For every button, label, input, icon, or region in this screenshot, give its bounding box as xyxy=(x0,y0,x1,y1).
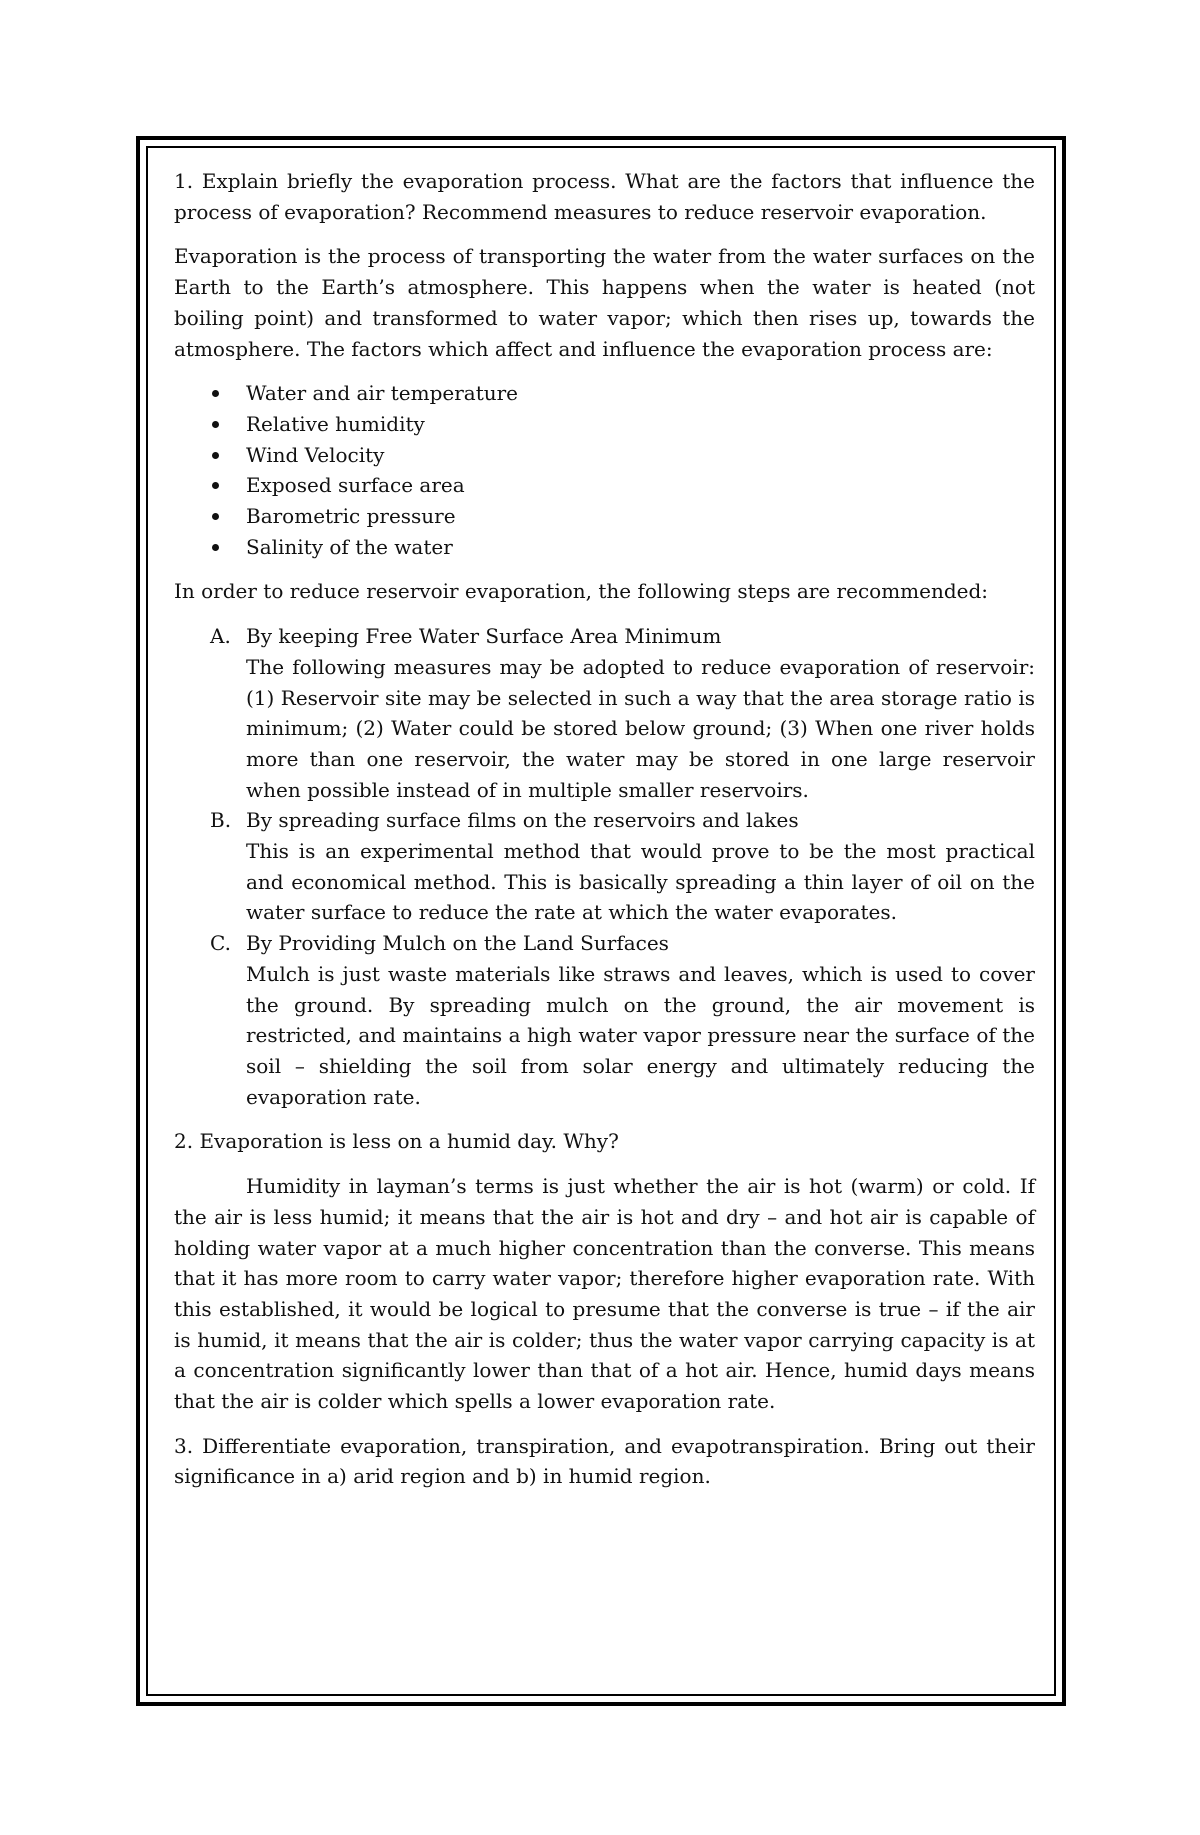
step-list xyxy=(174,621,1035,1112)
answer-2: Humidity in layman’s terms is just whether the air is hot (warm) or cold. If the air is less humid; it means that the air is hot and dry – and hot air is capable of holding water vapor at a much higher concentration than the converse. This means that it has more room to carry water vapor; therefore higher evaporation rate. With this established, it would be logical to presume that the converse is true – if the air is humid, it means that the air is colder; thus the water vapor carrying capacity is at a concentration significantly lower than that of a hot air. Hence, humid days means that the air is colder which spells a lower evaporation rate. xyxy=(174,1174,1035,1414)
list-item: Barometric pressure xyxy=(174,501,1035,532)
step-b xyxy=(174,805,1035,928)
list-item: Exposed surface area xyxy=(174,470,1035,501)
list-item: Wind Velocity xyxy=(174,440,1035,471)
document-body xyxy=(174,166,1035,1492)
step-letter: B. xyxy=(210,808,232,833)
step-title: By keeping Free Water Surface Area Minimum xyxy=(246,624,722,649)
factor-list xyxy=(174,378,1035,562)
list-item: Water and air temperature xyxy=(174,378,1035,409)
step-title: By spreading surface films on the reservoirs and lakes xyxy=(246,808,799,833)
step-letter: A. xyxy=(210,624,231,649)
step-body: The following measures may be adopted to reduce evaporation of reservoir: (1) Reservoir site may be selected in such a way that the area storage ratio is minimum; (2) Water could be stored below ground; (3) When one river holds more than one reservoir, the water may be stored in one large reservoir when possible instead of in multiple smaller reservoirs. xyxy=(246,654,1035,802)
page-border xyxy=(136,136,1066,1706)
step-body: Mulch is just waste materials like straws and leaves, which is used to cover the ground. By spreading mulch on the ground, the air movement is restricted, and maintains a high water vapor pressure near the surface of the soil – shielding the soil from solar energy and ultimately reducing the evaporation rate. xyxy=(246,961,1035,1109)
step-title: By Providing Mulch on the Land Surfaces xyxy=(246,931,669,956)
steps-intro: In order to reduce reservoir evaporation, the following steps are recommended: xyxy=(174,579,989,604)
question-3: 3. Differentiate evaporation, transpiration, and evapotranspiration. Bring out their significance in a) arid region and b) in humid region. xyxy=(174,1433,1035,1489)
question-2: 2. Evaporation is less on a humid day. Why? xyxy=(174,1129,619,1154)
step-c xyxy=(174,928,1035,1112)
list-item: Relative humidity xyxy=(174,409,1035,440)
step-a xyxy=(174,621,1035,805)
step-body: This is an experimental method that would prove to be the most practical and economical method. This is basically spreading a thin layer of oil on the water surface to reduce the rate at which the water evaporates. xyxy=(246,839,1035,925)
answer-1-intro: Evaporation is the process of transporting the water from the water surfaces on the Earth to the Earth’s atmosphere. This happens when the water is heated (not boiling point) and transformed to water vapor; which then rises up, towards the atmosphere. The factors which affect and influence the evaporation process are: xyxy=(174,244,1035,361)
question-1: 1. Explain briefly the evaporation process. What are the factors that influence the process of evaporation? Recommend measures to reduce reservoir evaporation. xyxy=(174,169,1035,224)
page-border-inner xyxy=(146,146,1056,1696)
step-letter: C. xyxy=(210,931,231,956)
list-item: Salinity of the water xyxy=(174,532,1035,563)
